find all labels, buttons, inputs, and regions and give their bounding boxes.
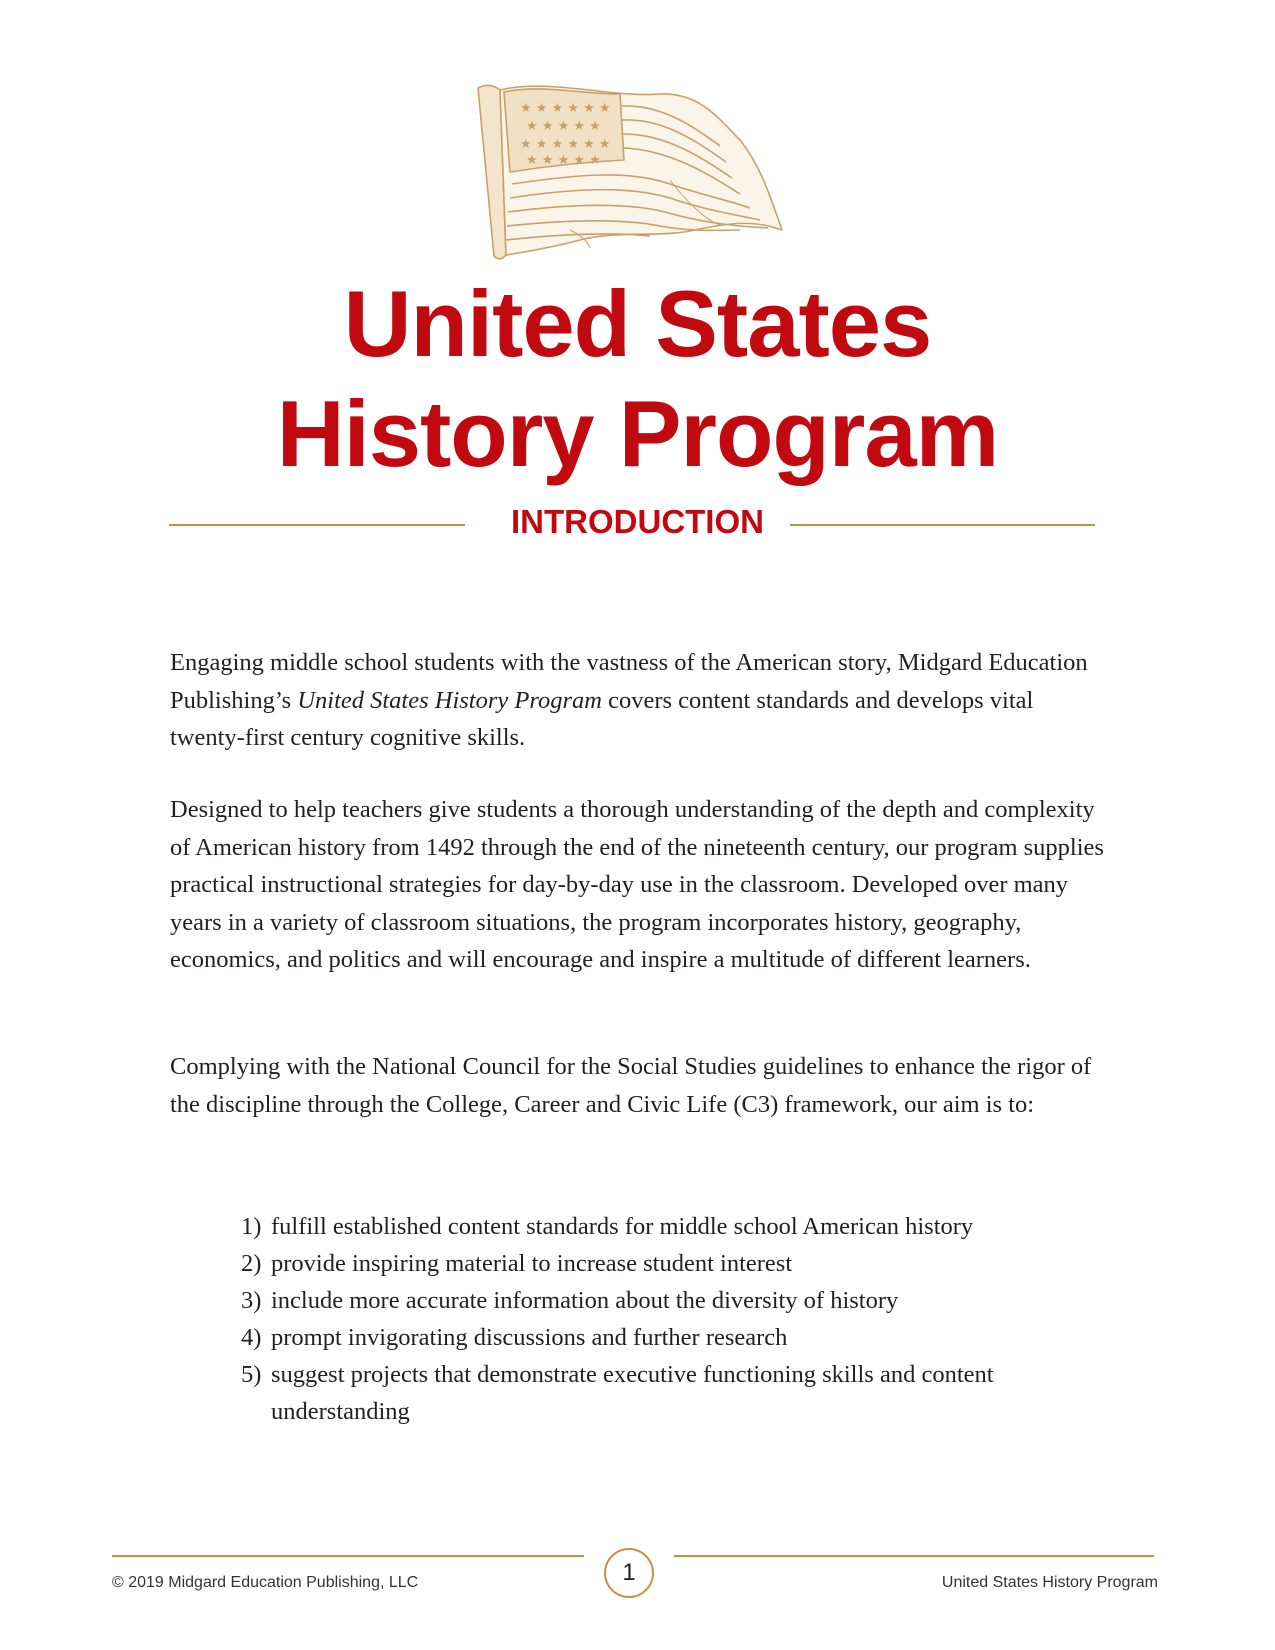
list-text: provide inspiring material to increase student interest bbox=[271, 1250, 793, 1277]
heading-rule-right bbox=[790, 524, 1095, 526]
page-number: 1 bbox=[604, 1548, 654, 1598]
p1-text-end: covers content standards and develops vital twenty-first century cognitive skills. bbox=[170, 686, 1034, 751]
list-number: 4) bbox=[241, 1324, 262, 1351]
american-flag-icon bbox=[470, 80, 790, 260]
list-number: 3) bbox=[241, 1287, 262, 1314]
list-text: include more accurate information about the diversity of history bbox=[271, 1287, 899, 1314]
title-line-2: History Program bbox=[276, 381, 999, 486]
list-text: suggest projects that demonstrate executive functioning skills and content understanding bbox=[271, 1361, 994, 1425]
p1-text-start: Engaging middle school students with the vastness of the American story, Midgard Education Publishing’s bbox=[170, 649, 1088, 714]
intro-paragraph-1 bbox=[170, 644, 1105, 757]
list-item bbox=[241, 1208, 1041, 1245]
footer-rule-left bbox=[112, 1555, 584, 1557]
intro-paragraph-3: Complying with the National Council for the Social Studies guidelines to enhance the rigor of the discipline through the College, Career and Civic Life (C3) framework, our aim is to: bbox=[170, 1053, 1092, 1118]
program-name-italic: United States History Program bbox=[297, 686, 602, 714]
list-text: prompt invigorating discussions and further research bbox=[271, 1324, 788, 1351]
list-number: 5) bbox=[241, 1361, 262, 1388]
list-item bbox=[241, 1356, 1041, 1430]
aims-list bbox=[241, 1208, 1041, 1430]
list-item bbox=[241, 1319, 1041, 1356]
title-line-1: United States bbox=[343, 271, 932, 376]
list-number: 1) bbox=[241, 1213, 262, 1240]
footer-copyright: © 2019 Midgard Education Publishing, LLC bbox=[112, 1574, 419, 1591]
list-item bbox=[241, 1282, 1041, 1319]
section-heading: INTRODUCTION bbox=[511, 503, 764, 540]
list-item bbox=[241, 1245, 1041, 1282]
intro-paragraph-2: Designed to help teachers give students a thorough understanding of the depth and complexity of American history from 1492 through the end of the nineteenth century, our program supplies practical instructional strategies for day-by-day use in the classroom. Developed over many years in a variety of classroom situations, the program incorporates history, geography, economics, and politics and will encourage and inspire a multitude of different learners. bbox=[170, 796, 1104, 973]
footer-program-name: United States History Program bbox=[941, 1574, 1158, 1591]
svg-text:★ ★ ★ ★ ★: ★ ★ ★ ★ ★ bbox=[526, 119, 601, 134]
list-text: fulfill established content standards for middle school American history bbox=[271, 1213, 974, 1240]
footer-rule-right bbox=[674, 1555, 1154, 1557]
svg-text:★ ★ ★ ★ ★ ★: ★ ★ ★ ★ ★ ★ bbox=[520, 101, 611, 116]
svg-text:★ ★ ★ ★ ★: ★ ★ ★ ★ ★ bbox=[526, 153, 601, 168]
list-number: 2) bbox=[241, 1250, 262, 1277]
svg-text:★ ★ ★ ★ ★ ★: ★ ★ ★ ★ ★ ★ bbox=[520, 137, 611, 152]
